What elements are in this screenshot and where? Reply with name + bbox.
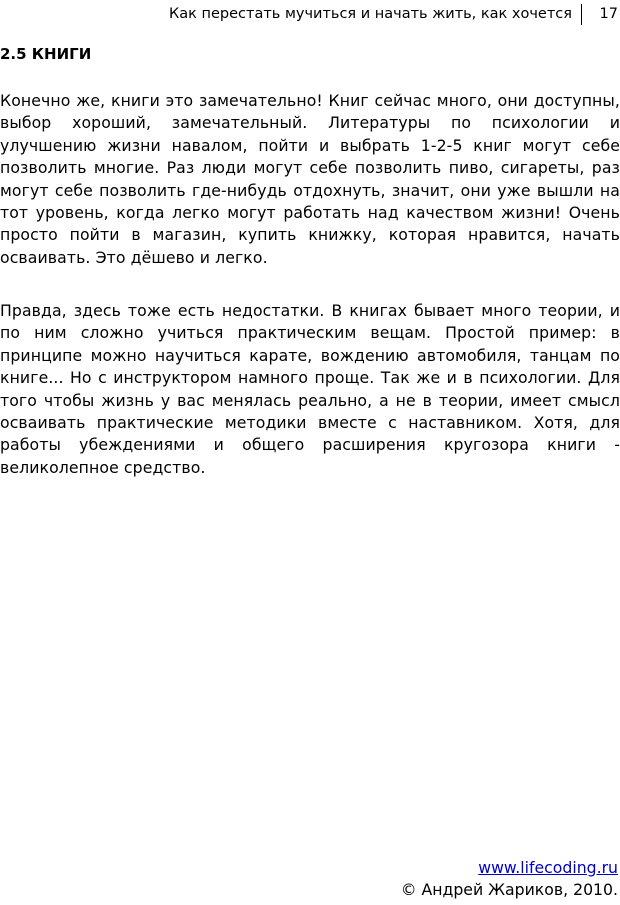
running-header-title: Как перестать мучиться и начать жить, как хочется [168, 6, 572, 22]
page-footer [401, 857, 618, 901]
website-link[interactable]: www.lifecoding.ru [478, 858, 618, 877]
page-header [0, 4, 620, 24]
section-heading: 2.5 КНИГИ [0, 45, 92, 63]
paragraph-2: Правда, здесь тоже есть недостатки. В книгах бывает много теории, и по ним сложно учиться практическим вещам. Простой пример: в принципе можно научиться карате, вождению автомобиля, танцам по книге... Но с инструктором намного проще. Так же и в психологии. Для того чтобы жизнь у вас менялась реально, а не в теории, имеет смысл осваивать практические методики вместе с наставником. Хотя, для работы убеждениями и общего расширения кругозора книги - великолепное средство. [0, 301, 620, 477]
paragraph-1: Конечно же, книги это замечательно! Книг сейчас много, они доступны, выбор хороший, замечательный. Литературы по психологии и улучшению жизни навалом, пойти и выбрать 1-2-5 книг могут себе позволить многие. Раз люди могут себе позволить пиво, сигареты, раз могут себе позволить где-нибудь отдохнуть, значит, они уже вышли на тот уровень, когда легко могут работать над качеством жизни! Очень просто пойти в магазин, купить книжку, которая нравится, начать осваивать. Это дёшево и легко. [0, 91, 620, 267]
copyright-notice: © Андрей Жариков, 2010. [400, 880, 618, 899]
header-divider [581, 4, 582, 25]
page-number: 17 [599, 6, 618, 22]
